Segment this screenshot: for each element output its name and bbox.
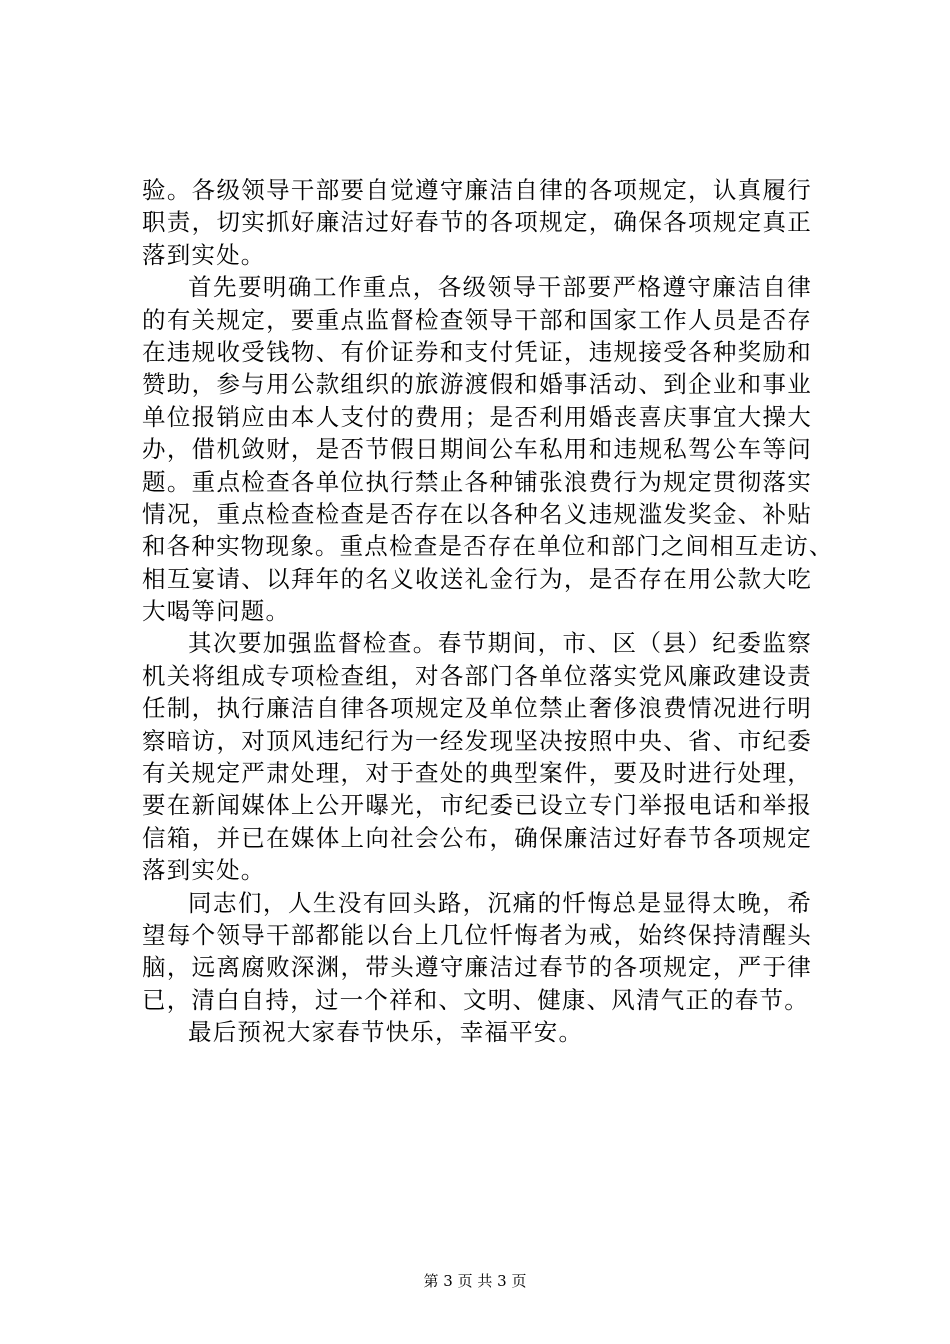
text-line: 单位报销应由本人支付的费用；是否利用婚丧喜庆事宜大操大 (142, 402, 812, 431)
text-line: 已，清白自持，过一个祥和、文明、健康、风清气正的春节。 (142, 985, 809, 1014)
text-line: 赞助，参与用公款组织的旅游渡假和婚事活动、到企业和事业 (142, 370, 812, 399)
text-line: 信箱，并已在媒体上向社会公布，确保廉洁过好春节各项规定 (142, 823, 812, 852)
text-line: 机关将组成专项检查组，对各部门各单位落实党风廉政建设责 (142, 661, 812, 690)
text-line: 在违规收受钱物、有价证券和支付凭证，违规接受各种奖励和 (142, 337, 812, 366)
text-line: 落到实处。 (142, 856, 266, 885)
text-line: 首先要明确工作重点，各级领导干部要严格遵守廉洁自律 (188, 273, 812, 302)
text-line: 大喝等问题。 (142, 597, 291, 626)
text-line: 望每个领导干部都能以台上几位忏悔者为戒，始终保持清醒头 (142, 920, 812, 949)
text-line: 脑，远离腐败深渊，带头遵守廉洁过春节的各项规定，严于律 (142, 953, 812, 982)
text-line: 办，借机敛财，是否节假日期间公车私用和违规私驾公车等问 (142, 435, 812, 464)
text-line: 察暗访，对顶风违纪行为一经发现坚决按照中央、省、市纪委 (142, 726, 812, 755)
paragraph-supervision (142, 627, 812, 886)
text-line: 和各种实物现象。重点检查是否存在单位和部门之间相互走访、 (142, 532, 834, 561)
paragraph-closing (142, 1016, 812, 1048)
text-line: 的有关规定，要重点监督检查领导干部和国家工作人员是否存 (142, 305, 812, 334)
text-line: 题。重点检查各单位执行禁止各种铺张浪费行为规定贯彻落实 (142, 467, 812, 496)
text-line: 职责，切实抓好廉洁过好春节的各项规定，确保各项规定真正 (142, 208, 812, 237)
text-line: 落到实处。 (142, 240, 266, 269)
paragraph-work-focus (142, 271, 834, 627)
text-line: 要在新闻媒体上公开曝光，市纪委已设立专门举报电话和举报 (142, 791, 812, 820)
page-number-footer: 第 3 页 共 3 页 (423, 1272, 527, 1290)
text-line: 同志们，人生没有回头路，沉痛的忏悔总是显得太晚，希 (188, 888, 812, 917)
paragraph-continuation (142, 174, 812, 271)
text-line: 有关规定严肃处理，对于查处的典型案件，要及时进行处理， (142, 759, 812, 788)
text-line: 最后预祝大家春节快乐，幸福平安。 (188, 1018, 584, 1047)
text-line: 任制，执行廉洁自律各项规定及单位禁止奢侈浪费情况进行明 (142, 694, 812, 723)
paragraph-comrades (142, 887, 812, 1017)
text-line: 相互宴请、以拜年的名义收送礼金行为，是否存在用公款大吃 (142, 564, 812, 593)
text-line: 验。各级领导干部要自觉遵守廉洁自律的各项规定，认真履行 (142, 176, 812, 204)
text-line: 其次要加强监督检查。春节期间，市、区（县）纪委监察 (188, 629, 812, 658)
document-body (142, 174, 834, 1049)
text-line: 情况，重点检查检查是否存在以各种名义违规滥发奖金、补贴 (142, 499, 812, 528)
